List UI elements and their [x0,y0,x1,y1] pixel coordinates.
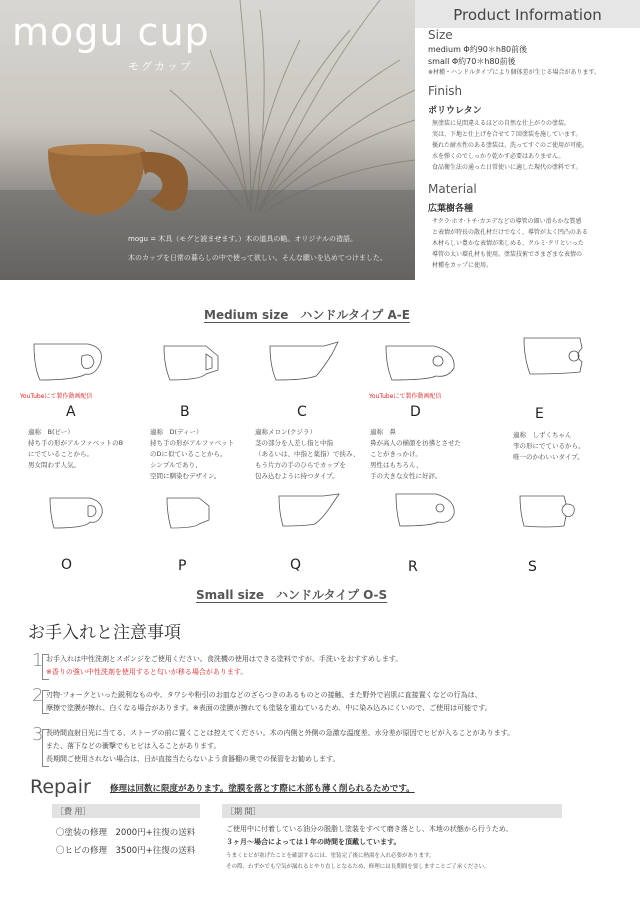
cup-outline-p [163,494,215,534]
size-small: small Φ約70＊h80前後 [428,57,516,66]
cup-outline-q [275,492,343,532]
type-d-description: 適称 鼻 鼻が高人の横顔を彷彿とさせた ことがきっかけ。 男性はもちろん、 手の大きな女性に好評。 [370,428,461,480]
cup-outline-c [266,340,342,384]
type-q-letter: Q [290,557,302,573]
type-e-letter: E [535,406,544,422]
cup-outline-r [392,490,460,532]
care-title: お手入れと注意事項 [28,623,181,643]
youtube-link-a[interactable]: YouTubeにて製作動画配信 [20,393,93,400]
size-note: ※材種・ハンドルタイプにより個体差が生じる場合があります。 [428,69,601,76]
small-size-title: Small size ハンドルタイプ O-S [196,588,388,602]
cup-outline-b [160,340,222,384]
finish-name: ポリウレタン [428,106,482,116]
type-s-letter: S [528,559,537,575]
type-e-description: 適称 しずくちゃん 雫の形にでているから。 唯一のかわいいタイプ。 [513,431,585,461]
type-r-letter: R [408,559,418,575]
type-b-description: 適称 D(ディー） 持ち手の形がアルファベット のDに似ていることから。 シンプルであり、 空間に馴染むデザイン。 [150,428,235,480]
care-item-3: 長時間直射日光に当てる、ストーブの前に置くことは控えてください。木の内側と外側の急激な温度差、水分差が原因でヒビが入ることがあります。 また、落下などの衝撃でもヒビは入ることがあります。 長期間ご使用されない場合は、日が直接当たらないよう食器棚の奥での保管をお勧めします。 [46,729,515,763]
type-a-description: 適称 B(ビー） 持ち手の形がアルファベットのB にでていることから。 男女問わず人気。 [28,428,124,469]
type-c-letter: C [297,404,307,420]
care-number-3: 3 [32,724,44,745]
size-heading: Size [428,28,453,42]
cup-outline-a [30,338,110,388]
type-o-letter: O [61,557,73,573]
material-description: サクラ·ホオ·トチ·カエデなどの導管の細い滑らかな質感 と表情が特長の散孔材だけでなく、導管が太く凹凸のある 木材らしい豊かな表情が楽しめる、クルミ·クリといった 導管の太い環孔材も使用。塗装技術でさまざまな表情の 材種をカップに使用。 [432,218,588,269]
care-number-2: 2 [32,685,44,706]
hero-caption-2: 木のカップを日常の暮らしの中で使って欲しい。そんな願いを込めてつけました。 [128,254,387,262]
cup-outline-o [46,494,108,534]
fee-crack: 〇ヒビの修理 3500円+往復の送料 [56,846,196,856]
fee-label: ［費 用］ [56,807,91,816]
material-heading: Material [428,182,477,196]
period-notes: うまくヒビが塞げたことを確認するには、塗装完了後に熱湯を入れ必要があります。 その際、わずかでも空気が漏れるとやり直しとなるため、修理には長期間を要しますことご了承ください。 [226,853,490,870]
finish-heading: Finish [428,84,463,98]
care-item-2: 刃物·フォークといった鋭利なものや、タワシや粉引のお皿などのざらつきのあるものとの接触、また野外で岩肌に直接置くなどの行為は、 摩擦で塗膜が擦れ、白くなる場合があります。※表面の塗膜が擦れても塗装を重ねているため、中に染み込みにくいので、ご使用は可能です。 [46,691,492,712]
cup-outline-s [516,492,580,532]
size-medium: medium Φ約90＊h80前後 [428,45,528,54]
cup-outline-d [382,340,460,384]
cup-outline-e [520,334,590,378]
brand-subtitle: モグカップ [128,60,193,73]
type-c-description: 適称メロン(クジラ） 茎の部分を人差し指と中指 （あるいは、中指と薬指）で挟み、 もう片方の手のひらでカップを 包み込むように持つタイプ。 [255,428,360,480]
care-warning: ※香りの強い中性洗剤を使用すると匂いが移る場合があります。 [46,668,248,676]
finish-description: 無塗装に見間違えるほどの自然な仕上がりの塗装。 実は、下地と仕上げを合せて７回塗装を施しています。 優れた耐水性のある塗装は、洗ってすぐのご使用が可能。 水を弾くのでしっかり乾かす必要はありません。 食品衛生法の通った日常使いに適した現代の塗料です。 [432,120,589,171]
repair-note: 修理は回数に限度があります。塗膜を落とす際に木部も薄く削られるためです。 [110,784,415,794]
medium-size-title: Medium size ハンドルタイプ A-E [204,308,410,322]
product-info-title: Product Information [453,6,602,24]
period-label: ［期 間］ [226,807,261,816]
fee-coating: 〇塗装の修理 2000円+往復の送料 [56,828,196,838]
repair-title: Repair [30,776,91,798]
type-d-letter: D [410,404,421,420]
hero-caption-1: mogu = 木具（モグと読ませます。）木の道具の略。オリジナルの造語。 [128,235,358,243]
type-b-letter: B [180,404,190,420]
material-name: 広葉樹各種 [428,204,474,214]
care-number-1: 1 [32,650,44,671]
period-label-bar [222,804,562,818]
youtube-link-d[interactable]: YouTubeにて製作動画配信 [369,393,442,400]
type-p-letter: P [178,558,187,574]
brand-title: mogu cup [12,10,210,54]
type-a-letter: A [66,404,76,420]
wooden-cup-illustration [48,144,188,215]
period-description: ご使用中に付着している油分の脱脂し塗装をすべて磨き落とし、木地の状態から行うため、 ３ヶ月～場合によっては１年の時間を頂戴しています。 [226,825,513,846]
care-item-1: お手入れは中性洗剤とスポンジをご使用ください。食洗機の使用はできる塗料ですが、手洗いをおすすめします。 ※香りの強い中性洗剤を使用すると匂いが移る場合があります。 [46,653,402,679]
